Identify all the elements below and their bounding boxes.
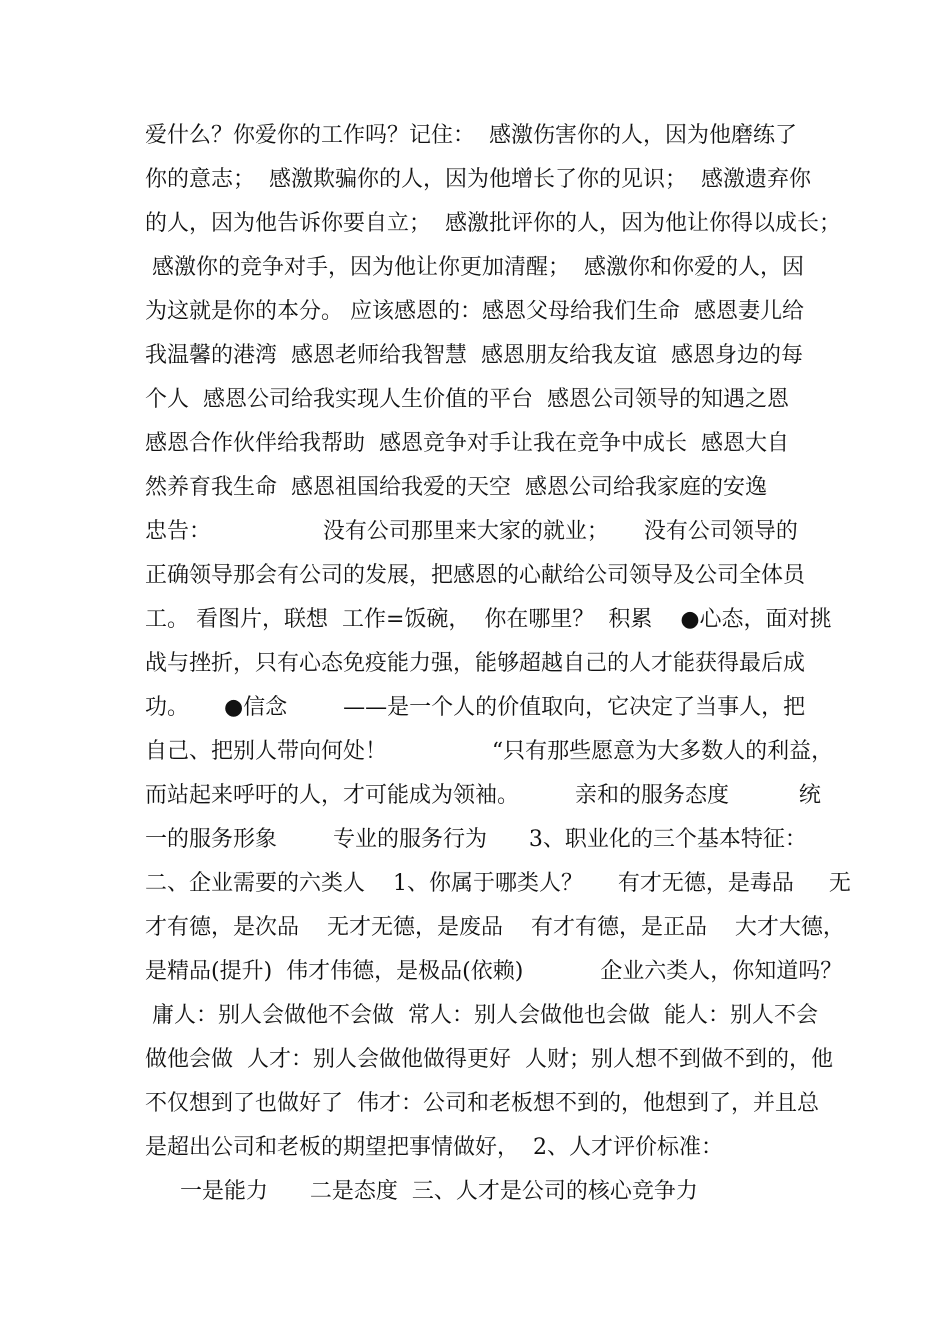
text-line: 庸人：别人会做他不会做 常人：别人会做他也会做 能人：别人不会	[145, 1003, 818, 1028]
text-line: 忠告： 没有公司那里来大家的就业； 没有公司领导的	[145, 519, 798, 544]
text-line: 是精品(提升) 伟才伟德，是极品(依赖) 企业六类人，你知道吗？	[145, 959, 843, 984]
text-line: 感激你的竞争对手，因为他让你更加清醒； 感激你和你爱的人，因	[145, 255, 804, 280]
text-line: 为这就是你的本分。 应该感恩的：感恩父母给我们生命 感恩妻儿给	[145, 299, 804, 324]
text-line: 才有德，是次品 无才无德，是废品 有才有德，是正品 大才大德，	[145, 915, 845, 940]
text-line: 自己、把别人带向何处！ “只有那些愿意为大多数人的利益，	[145, 739, 834, 764]
text-line: 爱什么？你爱你的工作吗？记住： 感激伤害你的人，因为他磨练了	[145, 123, 797, 148]
text-line: 我温馨的港湾 感恩老师给我智慧 感恩朋友给我友谊 感恩身边的每	[145, 343, 803, 368]
text-line: 一是能力 二是态度 三、人才是公司的核心竞争力	[145, 1179, 698, 1204]
text-line: 做他会做 人才：别人会做他做得更好 人财；别人想不到做不到的，他	[145, 1047, 833, 1072]
text-line: 的人，因为他告诉你要自立； 感激批评你的人，因为他让你得以成长；	[145, 211, 841, 236]
text-line: 功。 ●信念 ——是一个人的价值取向，它决定了当事人，把	[145, 695, 806, 720]
text-line: 然养育我生命 感恩祖国给我爱的天空 感恩公司给我家庭的安逸	[145, 475, 767, 500]
text-line: 一的服务形象 专业的服务行为 3、职业化的三个基本特征：	[145, 827, 807, 852]
text-line: 感恩合作伙伴给我帮助 感恩竞争对手让我在竞争中成长 感恩大自	[145, 431, 789, 456]
body-text	[145, 114, 851, 1214]
text-line: 你的意志； 感激欺骗你的人，因为他增长了你的见识； 感激遗弃你	[145, 167, 811, 192]
text-line: 正确领导那会有公司的发展，把感恩的心献给公司领导及公司全体员	[145, 563, 806, 588]
text-line: 是超出公司和老板的期望把事情做好， 2、人才评价标准：	[145, 1135, 723, 1160]
text-line: 工。 看图片，联想 工作=饭碗， 你在哪里？ 积累 ●心态，面对挑	[145, 607, 832, 632]
text-line: 不仅想到了也做好了 伟才：公司和老板想不到的，他想到了，并且总	[145, 1091, 819, 1116]
text-line: 个人 感恩公司给我实现人生价值的平台 感恩公司领导的知遇之恩	[145, 387, 789, 412]
text-line: 二、企业需要的六类人 1、你属于哪类人？ 有才无德，是毒品 无	[145, 871, 851, 896]
text-line: 而站起来呼吁的人，才可能成为领袖。 亲和的服务态度 统	[145, 783, 821, 808]
text-line: 战与挫折，只有心态免疫能力强，能够超越自己的人才能获得最后成	[145, 651, 806, 676]
